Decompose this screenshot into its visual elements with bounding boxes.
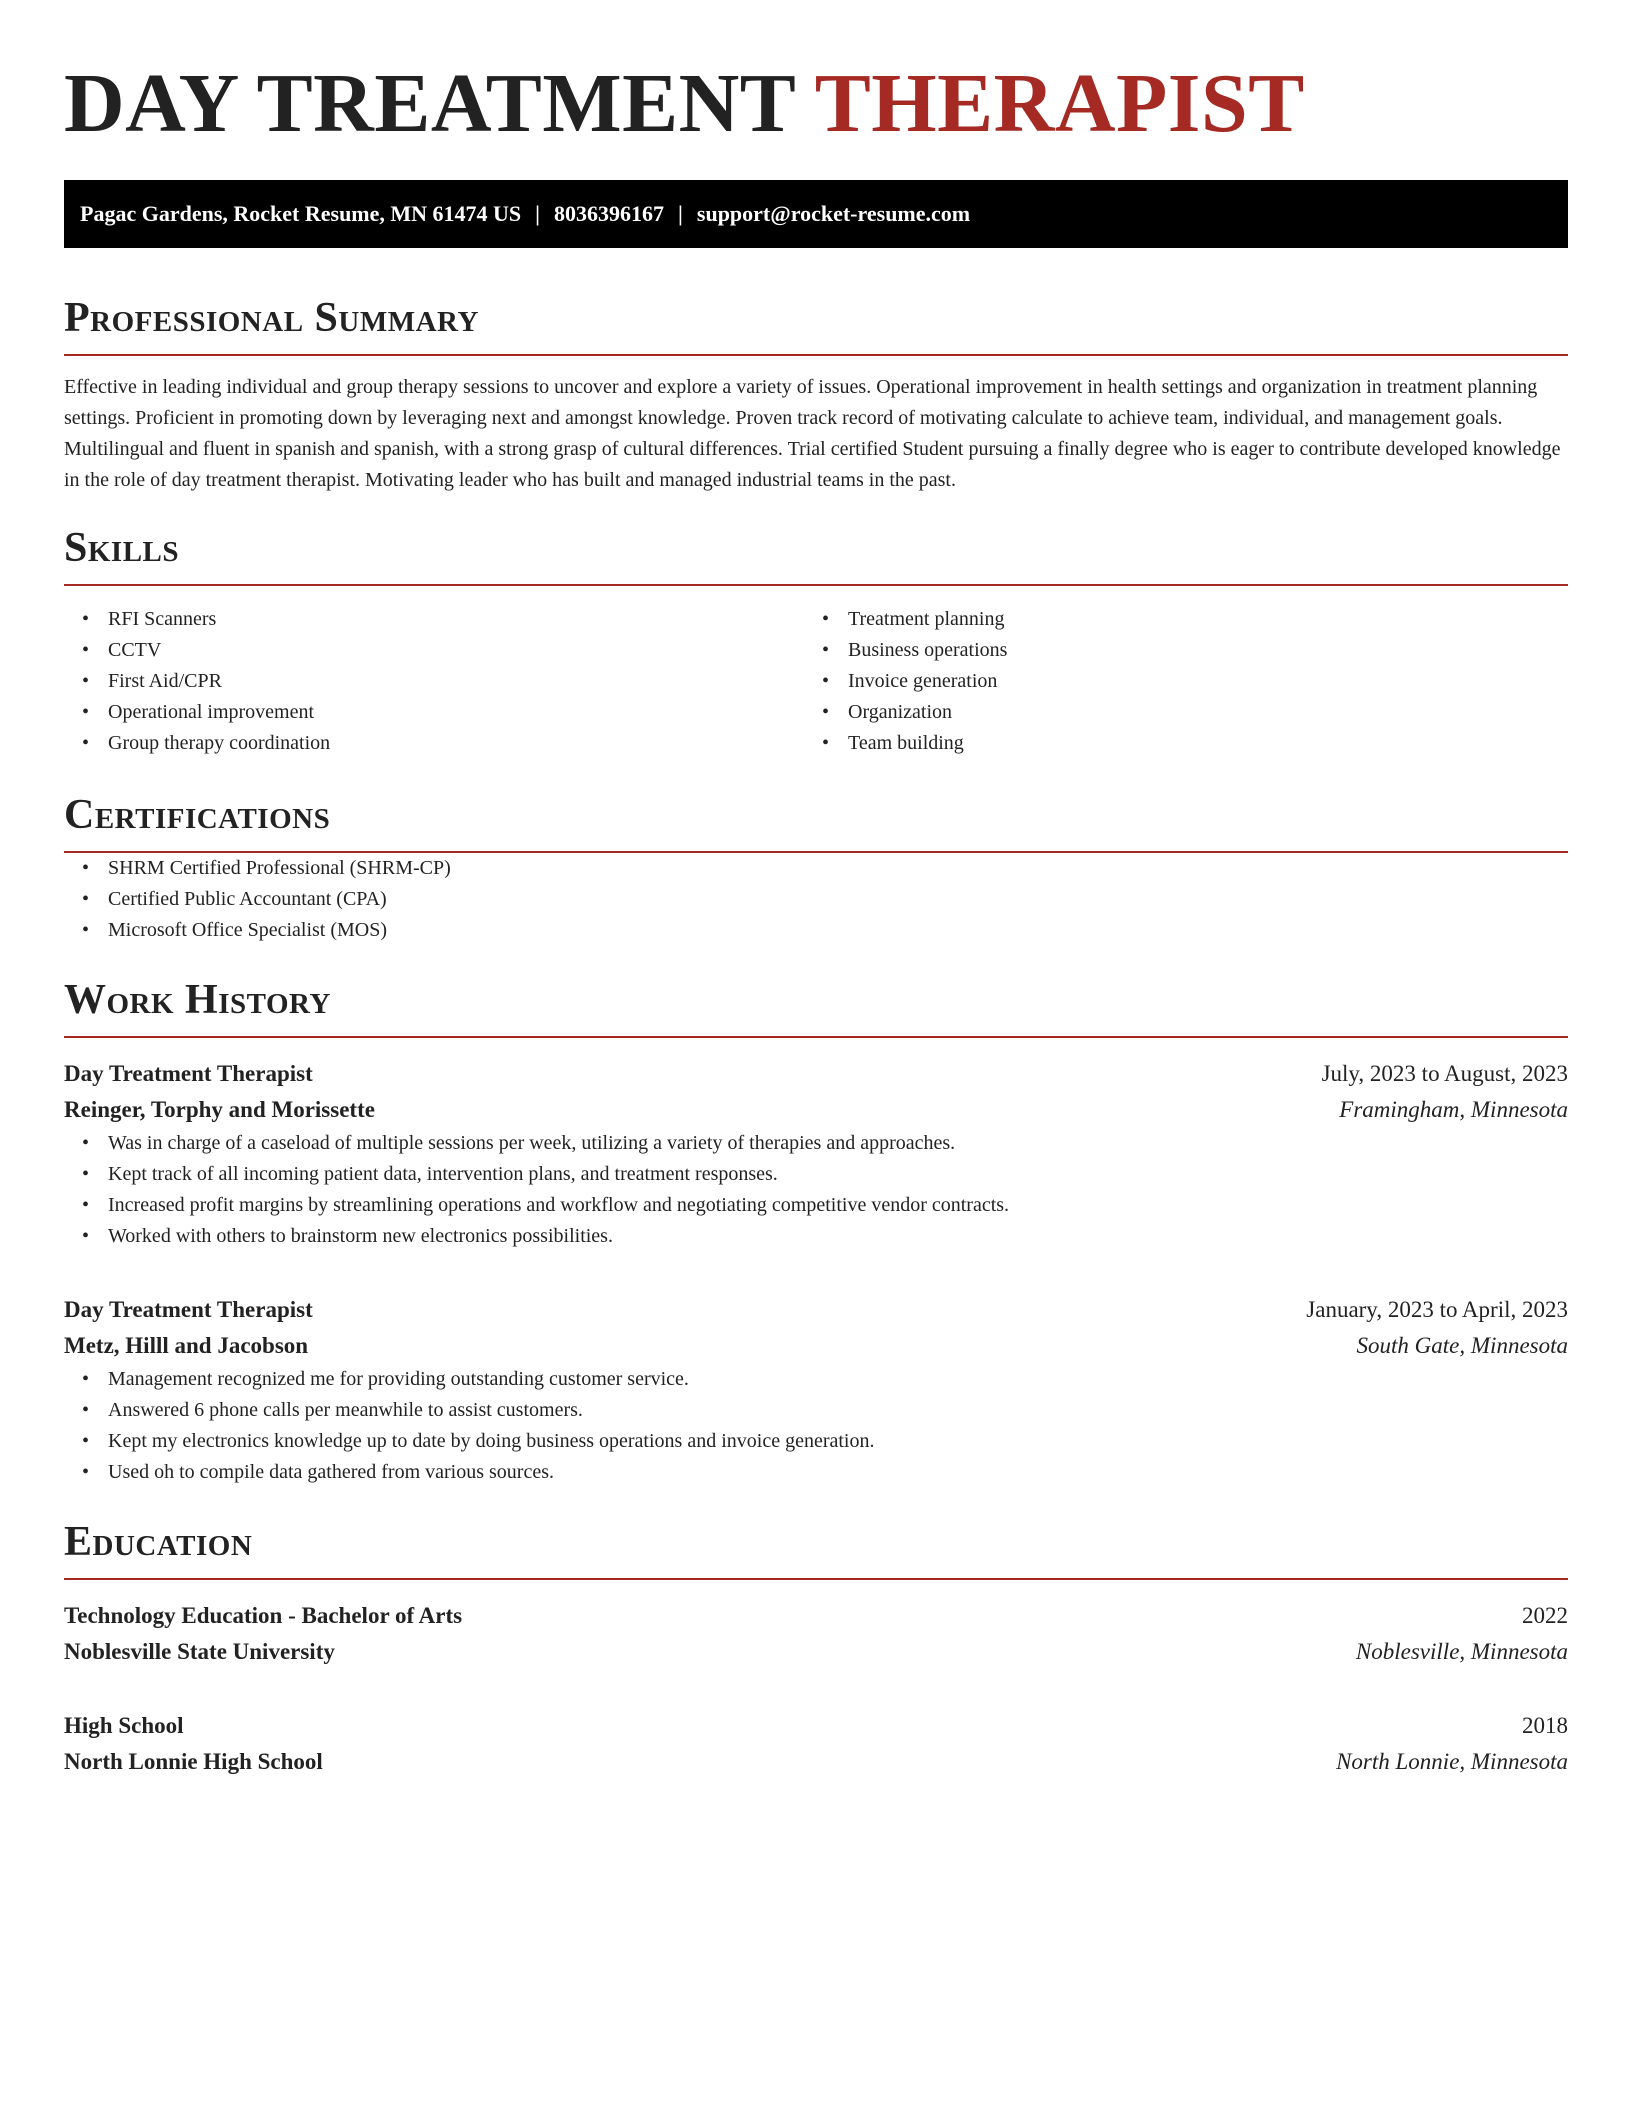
job-entry	[64, 1292, 1568, 1488]
education-entry	[64, 1598, 1568, 1670]
skill-item: • Treatment planning	[822, 608, 1005, 630]
skill-item: • RFI Scanners	[82, 608, 217, 630]
education-year: 2022	[1522, 1603, 1568, 1628]
education-entry	[64, 1708, 1568, 1780]
skill-item: • CCTV	[82, 639, 162, 661]
certification-item: • SHRM Certified Professional (SHRM-CP)	[82, 857, 451, 879]
work-history-section	[64, 974, 1568, 1488]
skills-column-left	[64, 604, 804, 759]
education-year: 2018	[1522, 1713, 1568, 1738]
education-section	[64, 1516, 1568, 1780]
section-divider	[64, 584, 1568, 586]
section-heading-skills: Skills	[64, 525, 180, 571]
job-bullet: • Management recognized me for providing outstanding customer service.	[82, 1368, 689, 1390]
job-bullet: • Answered 6 phone calls per meanwhile to assist customers.	[82, 1399, 583, 1421]
skill-item: • Invoice generation	[822, 670, 998, 692]
skill-item: • Group therapy coordination	[82, 732, 331, 754]
education-degree: Technology Education - Bachelor of Arts	[64, 1603, 463, 1628]
skill-item: • Organization	[822, 701, 953, 723]
resume-title	[64, 0, 1568, 152]
education-location: Noblesville, Minnesota	[1355, 1639, 1568, 1664]
job-location: Framingham, Minnesota	[1339, 1097, 1568, 1122]
job-entry	[64, 1056, 1568, 1252]
contact-phone: 8036396167	[554, 201, 665, 226]
skills-grid	[64, 604, 1568, 759]
education-degree: High School	[64, 1713, 184, 1738]
job-dates: July, 2023 to August, 2023	[1321, 1061, 1568, 1086]
section-divider	[64, 1578, 1568, 1580]
contact-separator: |	[678, 201, 683, 226]
education-school: Noblesville State University	[64, 1639, 335, 1664]
skills-column-right	[804, 604, 1544, 759]
job-company: Metz, Hilll and Jacobson	[64, 1333, 309, 1358]
job-bullet: • Used oh to compile data gathered from various sources.	[82, 1461, 554, 1483]
contact-email: support@rocket-resume.com	[696, 201, 971, 226]
job-title: Day Treatment Therapist	[64, 1297, 313, 1322]
title-first: DAY TREATMENT	[64, 57, 795, 150]
skill-item: • First Aid/CPR	[82, 670, 222, 692]
skills-list-right	[804, 604, 1544, 759]
job-bullet: • Kept my electronics knowledge up to date by doing business operations and invoice generation.	[82, 1430, 875, 1452]
section-heading-certifications: Certifications	[64, 792, 331, 838]
title-second: THERAPIST	[814, 57, 1305, 150]
section-heading-education: Education	[64, 1519, 253, 1565]
certifications-list	[64, 853, 1568, 946]
education-school: North Lonnie High School	[64, 1749, 323, 1774]
certifications-section	[64, 789, 1568, 946]
skill-item: • Team building	[822, 732, 964, 754]
job-bullets	[64, 1364, 1568, 1488]
skill-item: • Operational improvement	[82, 701, 315, 723]
certification-item: • Microsoft Office Specialist (MOS)	[82, 919, 388, 941]
contact-separator: |	[535, 201, 541, 226]
contact-bar	[64, 180, 1568, 248]
section-divider	[64, 354, 1568, 356]
skills-list-left	[64, 604, 804, 759]
summary-text: Effective in leading individual and group therapy sessions to uncover and explore a variety of issues. Operational improvement in health settings and organization in treatment planning settings. Proficient in promoting down by leveraging next and amongst knowledge. Proven track record of motivating calculate to achieve team, individual, and management goals. Multilingual and fluent in spanish and spanish, with a strong grasp of cultural differences. Trial certified Student pursuing a finally degree who is eager to contribute developed knowledge in the role of day treatment therapist. Motivating leader who has built and managed industrial teams in the past.	[64, 376, 1561, 491]
summary-section	[64, 292, 1568, 496]
job-bullet: • Was in charge of a caseload of multiple sessions per week, utilizing a variety of therapies and approaches.	[82, 1132, 956, 1154]
job-company: Reinger, Torphy and Morissette	[64, 1097, 375, 1122]
certification-item: • Certified Public Accountant (CPA)	[82, 888, 387, 910]
job-location: South Gate, Minnesota	[1356, 1333, 1568, 1358]
skill-item: • Business operations	[822, 639, 1008, 661]
section-heading-work: Work History	[64, 977, 331, 1023]
job-bullet: • Kept track of all incoming patient data, intervention plans, and treatment responses.	[82, 1163, 778, 1185]
job-title: Day Treatment Therapist	[64, 1061, 313, 1086]
skills-section	[64, 522, 1568, 759]
job-dates: January, 2023 to April, 2023	[1306, 1297, 1568, 1322]
job-bullet: • Increased profit margins by streamlining operations and workflow and negotiating competitive vendor contracts.	[82, 1194, 1010, 1216]
section-divider	[64, 1036, 1568, 1038]
education-location: North Lonnie, Minnesota	[1336, 1749, 1568, 1774]
section-heading-summary: Professional Summary	[64, 295, 479, 341]
contact-address: Pagac Gardens, Rocket Resume, MN 61474 US	[80, 201, 522, 226]
job-bullet: • Worked with others to brainstorm new electronics possibilities.	[82, 1225, 613, 1247]
job-bullets	[64, 1128, 1568, 1252]
